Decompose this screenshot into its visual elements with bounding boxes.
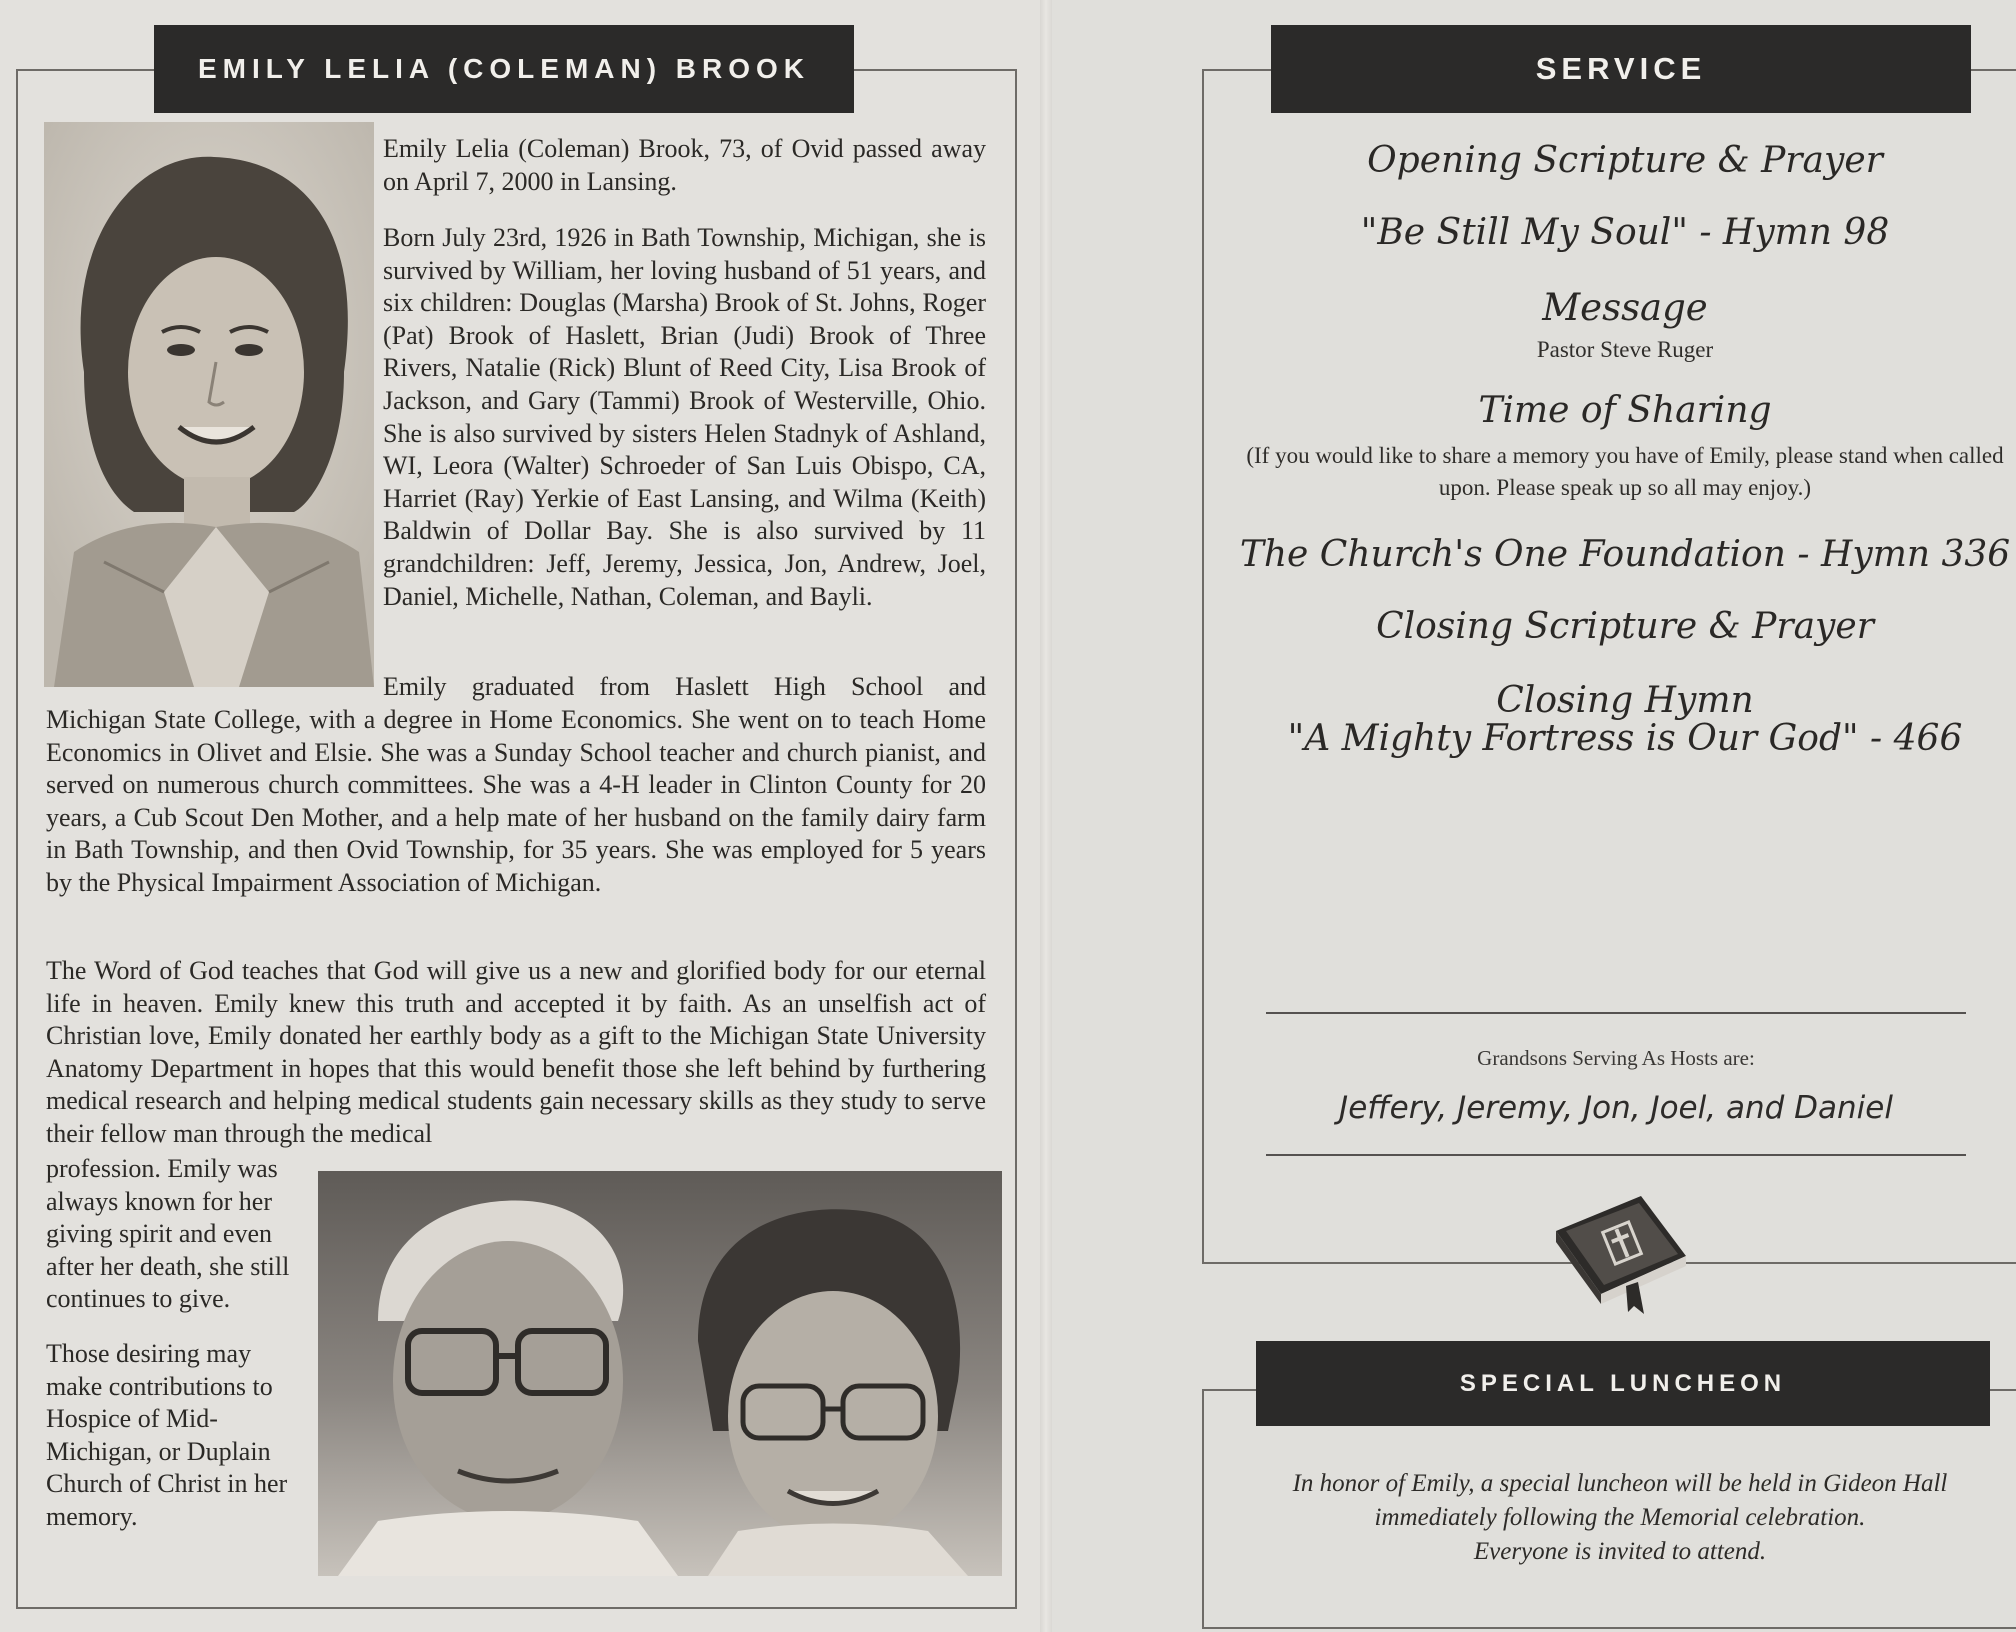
obituary-paragraph-3-head-text: Emily graduated from Haslett High School and (383, 672, 986, 701)
message-heading: Message (1542, 286, 1708, 329)
hosts-names: Jeffery, Jeremy, Jon, Joel, and Daniel (1339, 1090, 1893, 1126)
obituary-paragraph-1 (383, 133, 986, 198)
closing-hymn-title: "A Mighty Fortress is Our God" - 466 (1287, 718, 1963, 759)
obituary-paragraph-5-text: Those desiring may make contributions to Hospice of Mid-Michigan, or Duplain Church of Christ in her memory. (46, 1339, 288, 1531)
service-title: SERVICE (1535, 51, 1707, 86)
obituary-title-banner (154, 25, 854, 113)
opening-scripture: Opening Scripture & Prayer (1367, 140, 1883, 181)
luncheon-title: SPECIAL LUNCHEON (1459, 1370, 1787, 1397)
luncheon-line-2: immediately following the Memorial celebration. (1374, 1504, 1866, 1531)
portrait-photo (44, 122, 374, 687)
luncheon-text (1230, 1467, 2010, 1569)
hosts-top-divider (1266, 1012, 1966, 1014)
obituary-paragraph-3-head (383, 671, 986, 704)
obituary-paragraph-2-text: Born July 23rd, 1926 in Bath Township, Michigan, she is survived by William, her loving husband of 51 years, and six children: Douglas (Marsha) Brook of St. Johns, Roger (Pat) Brook of Haslett, Brian (Judi) Brook of Three Rivers, Natalie (Rick) Blunt of Reed City, Lisa Brook of Jackson, and Gary (Tammi) Brook of Westerville, Ohio. She is also survived by sisters Helen Stadnyk of Ashland, WI, Leora (Walter) Schroeder of San Luis Obispo, CA, Harriet (Ray) Yerkie of East Lansing, and Wilma (Keith) Baldwin of Dollar Bay. She is also survived by 11 grandchildren: Jeff, Jeremy, Jessica, Jon, Andrew, Joel, Daniel, Michelle, Nathan, Coleman, and Bayli. (383, 223, 986, 611)
time-of-sharing-heading: Time of Sharing (1478, 390, 1772, 431)
sharing-note: (If you would like to share a memory you have of Emily, please stand when called upon. Please speak up so all may enjoy.) (1246, 443, 2004, 500)
service-title-banner (1271, 25, 1971, 113)
bible-icon (1546, 1186, 1696, 1316)
hymn-churchs-one-foundation: The Church's One Foundation - Hymn 336 (1239, 534, 2011, 575)
portrait-illustration (44, 122, 374, 687)
obituary-paragraph-3 (46, 704, 986, 900)
obituary-paragraph-4-continued (46, 1153, 311, 1316)
hymn-be-still-my-soul: "Be Still My Soul" - Hymn 98 (1360, 212, 1890, 253)
obituary-paragraph-1-text: Emily Lelia (Coleman) Brook, 73, of Ovid passed away on April 7, 2000 in Lansing. (383, 134, 986, 196)
hosts-label: Grandsons Serving As Hosts are: (1477, 1046, 1755, 1070)
luncheon-line-1: In honor of Emily, a special luncheon will be held in Gideon Hall (1292, 1470, 1948, 1497)
page-fold (1040, 0, 1052, 1632)
luncheon-title-banner (1256, 1341, 1990, 1426)
obituary-paragraph-3-text: Michigan State College, with a degree in Home Economics. She went on to teach Home Economics in Olivet and Elsie. She was a Sunday School teacher and church pianist, and served on numerous church committees. She was a 4-H leader in Clinton County for 20 years, a Cub Scout Den Mother, and a help mate of her husband on the family dairy farm in Bath Township, and then Ovid Township, for 35 years. She was employed for 5 years by the Physical Impairment Association of Michigan. (46, 705, 986, 897)
obituary-paragraph-4 (46, 955, 986, 1151)
pastor-name: Pastor Steve Ruger (1536, 337, 1714, 362)
closing-hymn-heading: Closing Hymn (1496, 680, 1754, 721)
obituary-title: EMILY LELIA (COLEMAN) BROOK (197, 53, 811, 84)
hosts-bottom-divider (1266, 1154, 1966, 1156)
closing-scripture: Closing Scripture & Prayer (1376, 606, 1874, 647)
obituary-paragraph-4-continued-text: profession. Emily was always known for her giving spirit and even after her death, she still continues to give. (46, 1154, 290, 1314)
obituary-paragraph-2 (383, 222, 986, 613)
obituary-paragraph-5 (46, 1338, 311, 1534)
luncheon-line-3: Everyone is invited to attend. (1473, 1538, 1767, 1565)
obituary-paragraph-4-text: The Word of God teaches that God will give us a new and glorified body for our eternal life in heaven. Emily knew this truth and accepted it by faith. As an unselfish act of Christian love, Emily donated her earthly body as a gift to the Michigan State University Anatomy Department in hopes that this would benefit those she left behind by furthering medical research and helping medical students gain necessary skills as they study to serve their fellow man through the medical (46, 956, 986, 1148)
couple-illustration (318, 1171, 1002, 1576)
couple-photo (318, 1171, 1002, 1576)
